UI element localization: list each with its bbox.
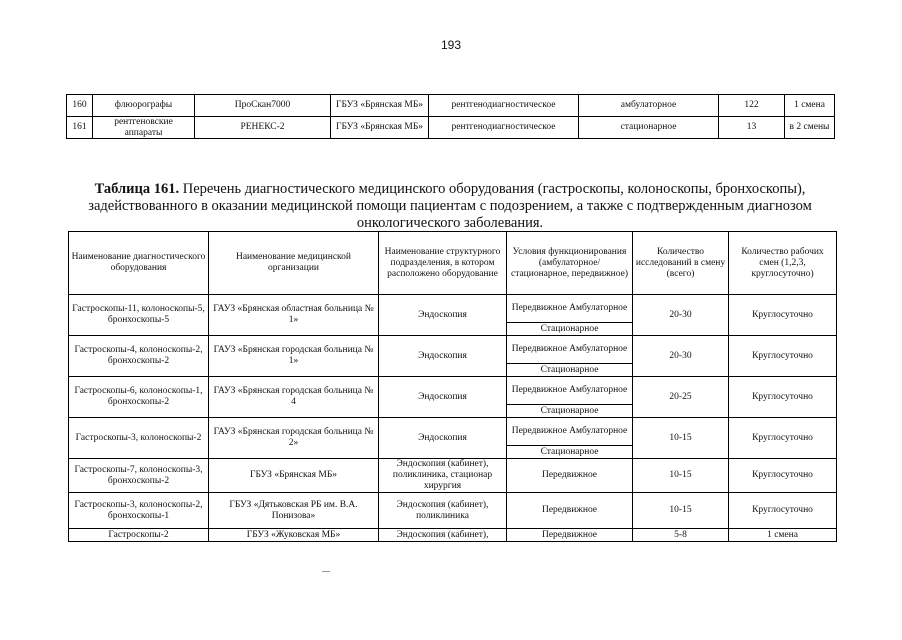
page-number: 193 xyxy=(440,38,462,52)
shifts-cell: Круглосуточно xyxy=(729,493,837,529)
org-cell: ГБУЗ «Дятьковская РБ им. В.А. Понизова» xyxy=(209,493,379,529)
shifts-cell: 1 смена xyxy=(785,95,835,117)
row-number: 161 xyxy=(67,117,93,139)
row-number: 160 xyxy=(67,95,93,117)
equipment-cell: Гастроскопы-3, колоноскопы-2 xyxy=(69,418,209,459)
org-cell: ГБУЗ «Жуковская МБ» xyxy=(209,529,379,542)
table-title-number: Таблица 161. xyxy=(94,181,180,197)
table-row xyxy=(69,493,837,529)
table-row xyxy=(69,459,837,493)
equipment-cell: рентгеновские аппараты xyxy=(93,117,195,139)
org-cell: ГАУЗ «Брянская городская больница № 4 xyxy=(209,377,379,418)
conditions-cell: Передвижное Амбулаторное xyxy=(507,377,633,405)
previous-table-continuation xyxy=(66,94,835,139)
table-row xyxy=(69,295,837,323)
conditions-cell: Стационарное xyxy=(507,323,633,336)
table-row xyxy=(69,418,837,446)
shifts-cell: Круглосуточно xyxy=(729,418,837,459)
shifts-cell: Круглосуточно xyxy=(729,377,837,418)
shifts-cell: Круглосуточно xyxy=(729,336,837,377)
equipment-cell: Гастроскопы-7, колоноскопы-3, бронхоскопы-2 xyxy=(69,459,209,493)
unit-cell: Эндоскопия (кабинет), xyxy=(379,529,507,542)
org-cell: ГБУЗ «Брянская МБ» xyxy=(331,117,429,139)
equipment-table xyxy=(68,231,837,542)
unit-cell: Эндоскопия xyxy=(379,418,507,459)
equipment-cell: Гастроскопы-4, колоноскопы-2, бронхоскопы-2 xyxy=(69,336,209,377)
table-row xyxy=(67,95,835,117)
conditions-cell: Стационарное xyxy=(507,446,633,459)
mode-cell: стационарное xyxy=(579,117,719,139)
conditions-cell: Стационарное xyxy=(507,364,633,377)
count-cell: 5-8 xyxy=(633,529,729,542)
table-row xyxy=(67,117,835,139)
scan-artifact xyxy=(322,571,330,572)
header-shifts: Количество рабочих смен (1,2,3, круглосуточно) xyxy=(729,232,837,295)
shifts-cell: 1 смена xyxy=(729,529,837,542)
table-row xyxy=(69,336,837,364)
org-cell: ГБУЗ «Брянская МБ» xyxy=(331,95,429,117)
org-cell: ГАУЗ «Брянская городская больница № 2» xyxy=(209,418,379,459)
table-row xyxy=(69,377,837,405)
equipment-cell: Гастроскопы-11, колоноскопы-5, бронхоскопы-5 xyxy=(69,295,209,336)
equipment-cell: флюорографы xyxy=(93,95,195,117)
count-cell: 20-30 xyxy=(633,295,729,336)
table-header-row xyxy=(69,232,837,295)
equipment-cell: Гастроскопы-2 xyxy=(69,529,209,542)
table-title xyxy=(70,181,830,232)
count-cell: 122 xyxy=(719,95,785,117)
count-cell: 20-25 xyxy=(633,377,729,418)
table-title-text: Перечень диагностического медицинского оборудования (гастроскопы, колоноскопы, бронхоскопы), задействованного в оказании медицинской помощи пациентам с подозрением, а также с подтвержденным диагнозом онкологического заболевания. xyxy=(88,181,812,231)
equipment-cell: Гастроскопы-3, колоноскопы-2, бронхоскопы-1 xyxy=(69,493,209,529)
conditions-cell: Передвижное xyxy=(507,459,633,493)
org-cell: ГБУЗ «Брянская МБ» xyxy=(209,459,379,493)
conditions-cell: Передвижное Амбулаторное xyxy=(507,418,633,446)
model-cell: ПроСкан7000 xyxy=(195,95,331,117)
dept-cell: рентгенодиагностическое xyxy=(429,95,579,117)
header-count: Количество исследований в смену (всего) xyxy=(633,232,729,295)
count-cell: 10-15 xyxy=(633,493,729,529)
header-org: Наименование медицинской организации xyxy=(209,232,379,295)
unit-cell: Эндоскопия (кабинет), поликлиника xyxy=(379,493,507,529)
shifts-cell: в 2 смены xyxy=(785,117,835,139)
equipment-cell: Гастроскопы-6, колоноскопы-1, бронхоскопы-2 xyxy=(69,377,209,418)
count-cell: 10-15 xyxy=(633,418,729,459)
model-cell: РЕНЕКС-2 xyxy=(195,117,331,139)
header-unit: Наименование структурного подразделения, в котором расположено оборудование xyxy=(379,232,507,295)
shifts-cell: Круглосуточно xyxy=(729,459,837,493)
org-cell: ГАУЗ «Брянская областная больница № 1» xyxy=(209,295,379,336)
count-cell: 13 xyxy=(719,117,785,139)
conditions-cell: Передвижное xyxy=(507,493,633,529)
table-row xyxy=(69,529,837,542)
mode-cell: амбулаторное xyxy=(579,95,719,117)
header-equipment: Наименование диагностического оборудования xyxy=(69,232,209,295)
conditions-cell: Передвижное Амбулаторное xyxy=(507,336,633,364)
header-conditions: Условия функционирования (амбулаторное/ стационарное, передвижное) xyxy=(507,232,633,295)
count-cell: 20-30 xyxy=(633,336,729,377)
shifts-cell: Круглосуточно xyxy=(729,295,837,336)
count-cell: 10-15 xyxy=(633,459,729,493)
unit-cell: Эндоскопия xyxy=(379,295,507,336)
conditions-cell: Передвижное Амбулаторное xyxy=(507,295,633,323)
dept-cell: рентгенодиагностическое xyxy=(429,117,579,139)
org-cell: ГАУЗ «Брянская городская больница № 1» xyxy=(209,336,379,377)
unit-cell: Эндоскопия xyxy=(379,336,507,377)
conditions-cell: Стационарное xyxy=(507,405,633,418)
unit-cell: Эндоскопия xyxy=(379,377,507,418)
unit-cell: Эндоскопия (кабинет), поликлиника, стационар хирургия xyxy=(379,459,507,493)
conditions-cell: Передвижное xyxy=(507,529,633,542)
